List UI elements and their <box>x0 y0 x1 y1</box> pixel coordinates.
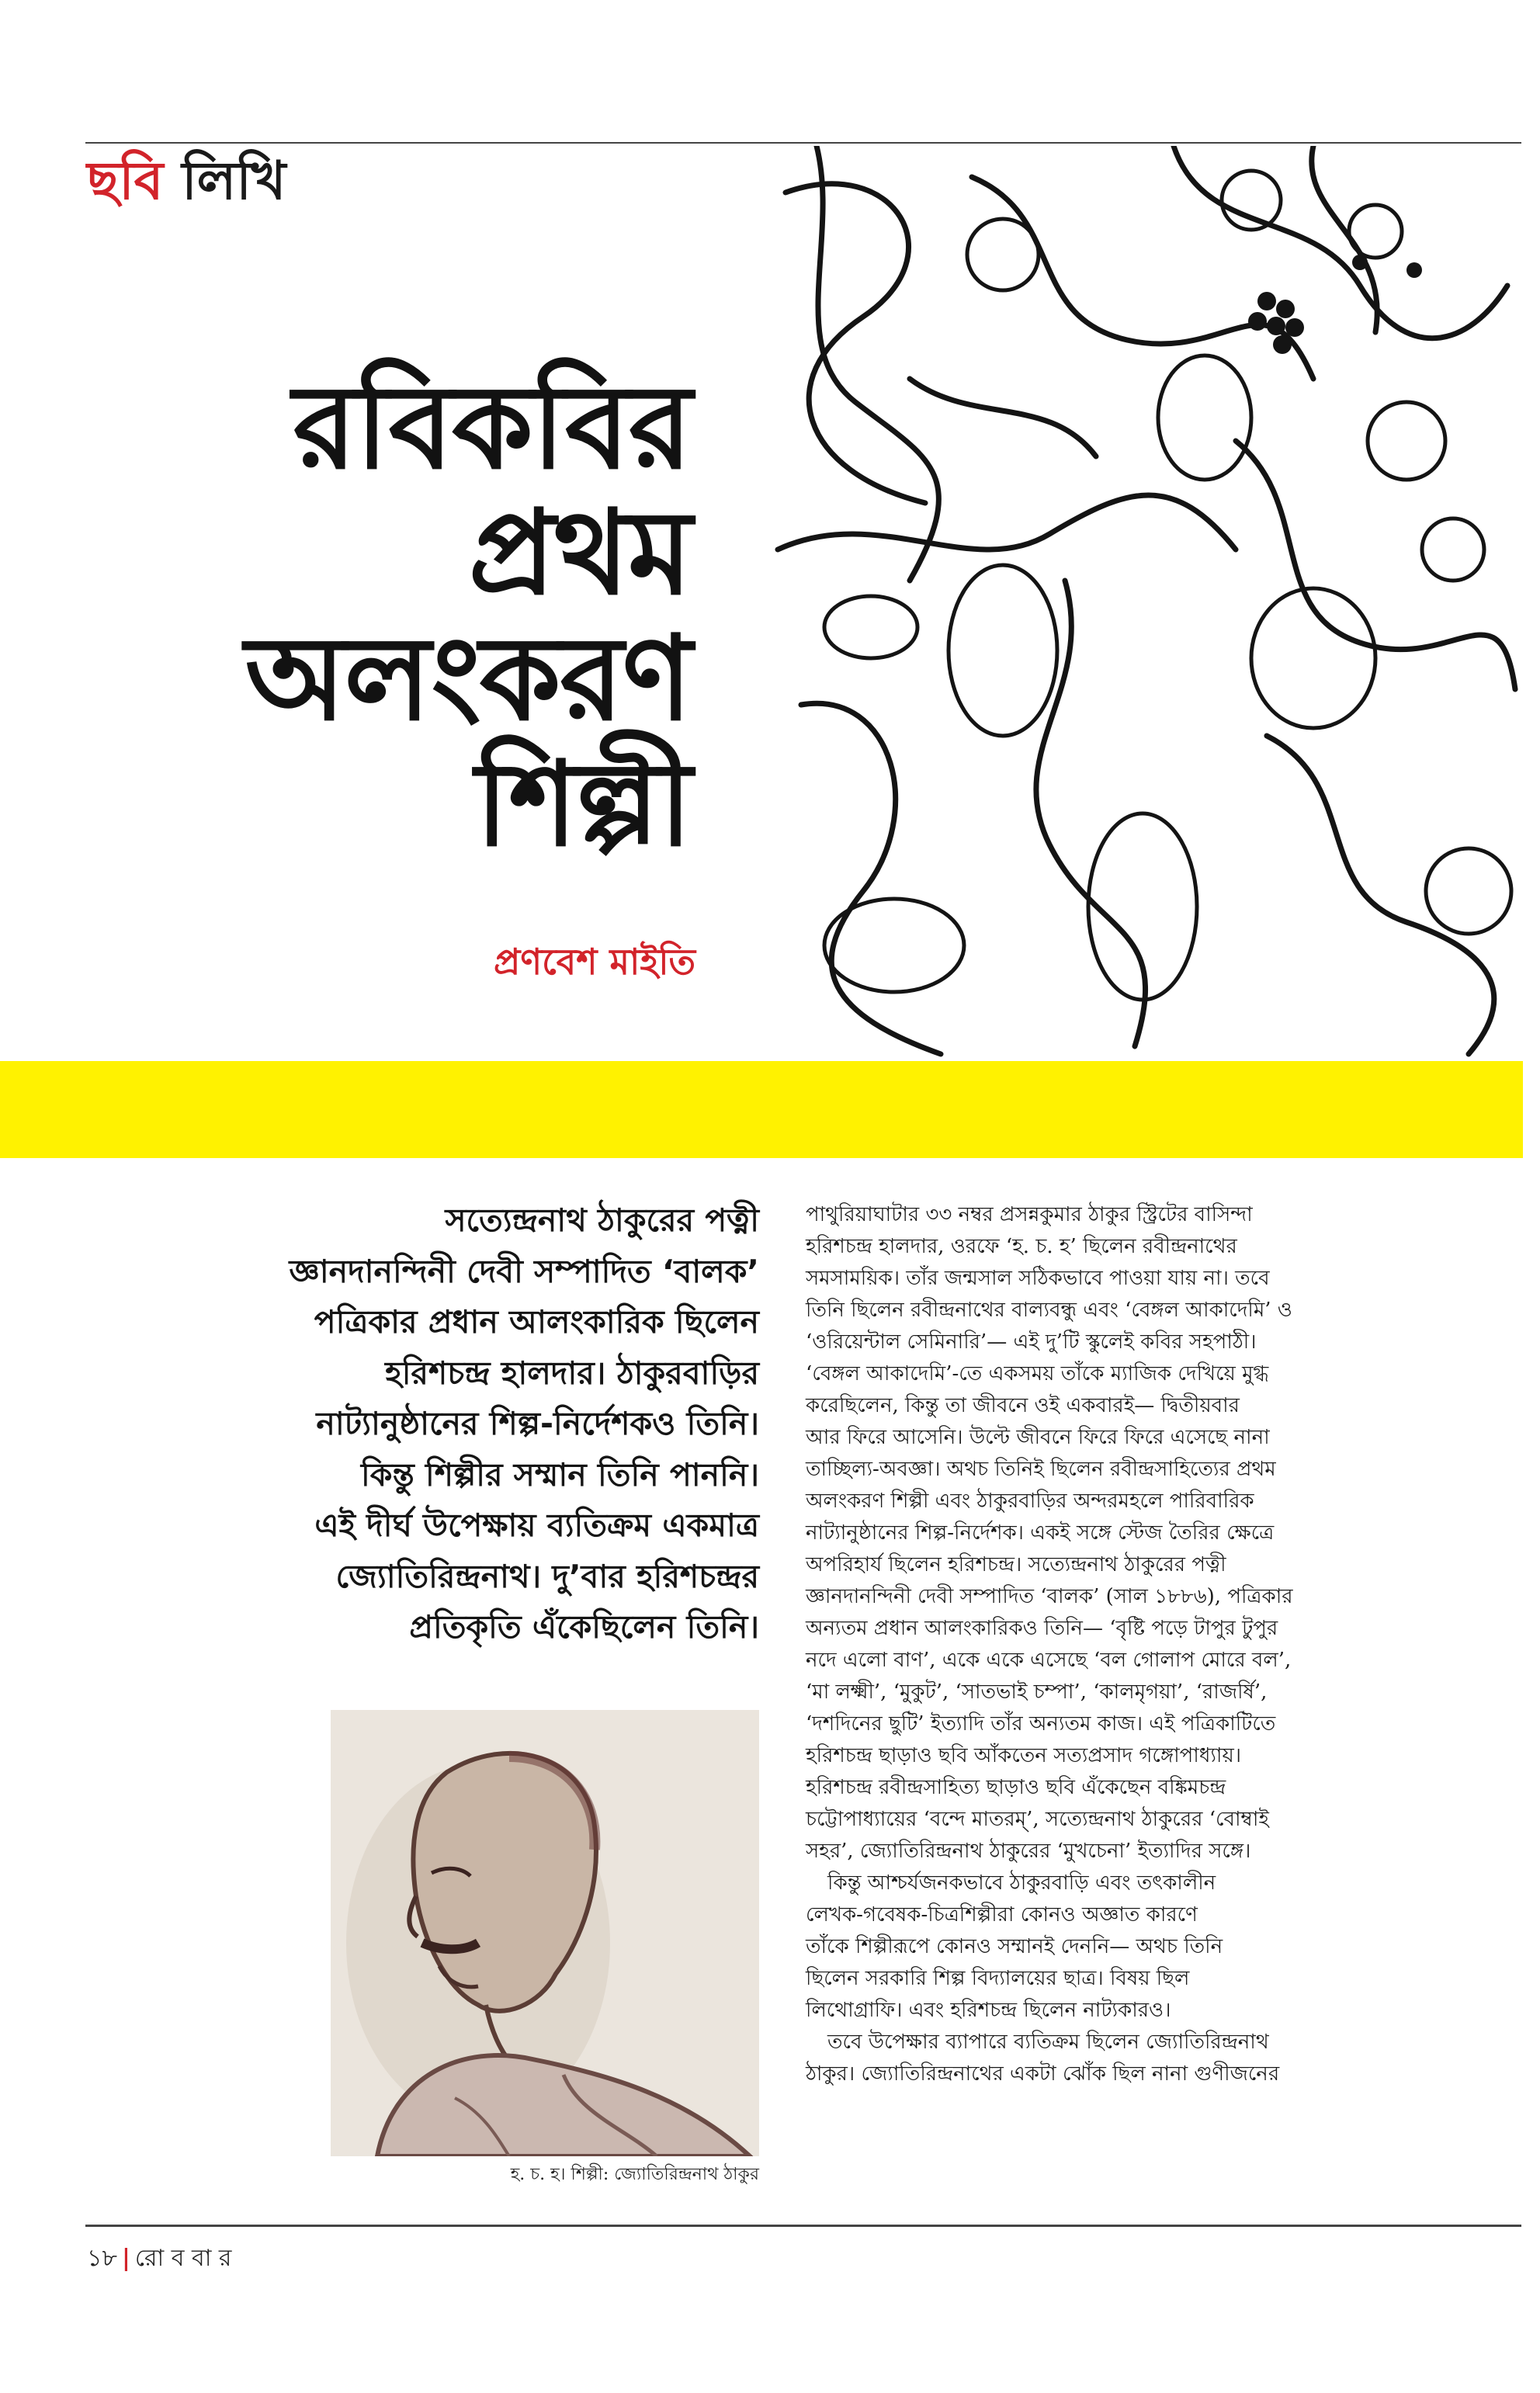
text-line: তবে উপেক্ষার ব্যাপারে ব্যতিক্রম ছিলেন জ্যোতিরিন্দ্রনাথ <box>827 2031 1269 2054</box>
yellow-band <box>0 1061 1523 1158</box>
text-line: হরিশচন্দ্র ছাড়াও ছবি আঁকতেন সত্যপ্রসাদ গঙ্গোপাধ্যায়। <box>806 1744 1242 1767</box>
section-label-dark: লিখি <box>182 150 286 212</box>
text-line: সমসাময়িক। তাঁর জন্মসাল সঠিকভাবে পাওয়া যায় না। তবে <box>806 1267 1270 1290</box>
text-line: লিথোগ্রাফি। এবং হরিশচন্দ্র ছিলেন নাট্যকারও। <box>806 1999 1171 2022</box>
header-illustration <box>770 146 1521 1057</box>
headline-line-1: রবিকবির <box>293 360 691 495</box>
line-art-illustration <box>770 146 1521 1057</box>
text-line: তিনি ছিলেন রবীন্দ্রনাথের বাল্যবন্ধু এবং ‘বেঙ্গল আকাদেমি’ ও <box>806 1299 1292 1322</box>
text-line: কিন্তু আশ্চর্যজনকভাবে ঠাকুরবাড়ি এবং তৎকালীন <box>827 1871 1216 1895</box>
pull-quote-line: নাট্যানুষ্ঠানের শিল্প-নির্দেশকও তিনি। <box>316 1405 759 1442</box>
magazine-name: রো ব বা র <box>134 2245 232 2272</box>
article-paragraph-3 <box>806 2027 1489 2090</box>
bottom-rule <box>85 2225 1521 2227</box>
article-paragraph-2 <box>806 1868 1489 2027</box>
pull-quote-line: প্রতিকৃতি এঁকেছিলেন তিনি। <box>409 1608 759 1646</box>
portrait-sketch <box>331 1710 759 2156</box>
page-folio <box>87 2239 231 2279</box>
pull-quote-line: সত্যেন্দ্রনাথ ঠাকুরের পত্নী <box>445 1202 759 1239</box>
section-label-red: ছবি <box>87 150 164 212</box>
text-line: ছিলেন সরকারি শিল্প বিদ্যালয়ের ছাত্র। বিষয় ছিল <box>806 1967 1190 1990</box>
article-paragraph-1 <box>806 1199 1489 1868</box>
text-line: অন্যতম প্রধান আলংকারিকও তিনি— ‘বৃষ্টি পড়ে টাপুর টুপুর <box>806 1617 1278 1640</box>
page-number: ১৮ <box>87 2245 117 2272</box>
text-line: পাথুরিয়াঘাটার ৩৩ নম্বর প্রসন্নকুমার ঠাকুর স্ট্রিটের বাসিন্দা <box>806 1203 1253 1226</box>
text-line: লেখক-গবেষক-চিত্রশিল্পীরা কোনও অজ্ঞাত কারণে <box>806 1903 1198 1927</box>
text-line: ‘বেঙ্গল আকাদেমি’-তে একসময় তাঁকে ম্যাজিক দেখিয়ে মুগ্ধ <box>806 1362 1269 1386</box>
article-body <box>806 1199 1489 2090</box>
text-line: করেছিলেন, কিন্তু তা জীবনে ওই একবারই— দ্বিতীয়বার <box>806 1394 1240 1417</box>
pull-quote-line: জ্ঞানদানন্দিনী দেবী সম্পাদিত ‘বালক’ <box>289 1252 759 1290</box>
headline-line-4: শিল্পী <box>475 737 691 872</box>
top-rule <box>85 142 1521 144</box>
text-line: ‘ওরিয়েন্টাল সেমিনারি’— এই দু’টি স্কুলেই কবির সহপাঠী। <box>806 1330 1257 1354</box>
text-line: ‘দশদিনের ছুটি’ ইত্যাদি তাঁর অন্যতম কাজ। এই পত্রিকাটিতে <box>806 1712 1276 1736</box>
pull-quote-line: পত্রিকার প্রধান আলংকারিক ছিলেন <box>314 1303 759 1340</box>
pull-quote-line: জ্যোতিরিন্দ্রনাথ। দু’বার হরিশচন্দ্রর <box>335 1557 759 1595</box>
headline-line-2: প্রথম <box>468 486 691 621</box>
portrait-caption: হ. চ. হ। শিল্পী: জ্যোতিরিন্দ্রনাথ ঠাকুর <box>510 2165 759 2184</box>
pull-quote-line: এই দীর্ঘ উপেক্ষায় ব্যতিক্রম একমাত্র <box>314 1507 759 1544</box>
text-line: তাঁকে শিল্পীরূপে কোনও সম্মানই দেননি— অথচ তিনি <box>806 1935 1223 1958</box>
text-line: আর ফিরে আসেনি। উল্টে জীবনে ফিরে ফিরে এসেছে নানা <box>806 1426 1270 1449</box>
pull-quote <box>179 1195 759 1653</box>
pull-quote-line: কিন্তু শিল্পীর সম্মান তিনি পাননি। <box>361 1455 759 1493</box>
text-line: ঠাকুর। জ্যোতিরিন্দ্রনাথের একটা ঝোঁক ছিল নানা গুণীজনের <box>806 2062 1280 2086</box>
headline-line-3: অলংকরণ <box>245 612 691 747</box>
text-line: চট্টোপাধ্যায়ের ‘বন্দে মাতরম্’, সত্যেন্দ্রনাথ ঠাকুরের ‘বোম্বাই <box>806 1808 1269 1831</box>
text-line: তাচ্ছিল্য-অবজ্ঞা। অথচ তিনিই ছিলেন রবীন্দ্রসাহিত্যের প্রথম <box>806 1458 1276 1481</box>
text-line: অলংকরণ শিল্পী এবং ঠাকুরবাড়ির অন্দরমহলে পারিবারিক <box>806 1490 1254 1513</box>
text-line: ‘মা লক্ষ্মী’, ‘মুকুট’, ‘সাতভাই চম্পা’, ‘কালমৃগয়া’, ‘রাজর্ষি’, <box>806 1680 1268 1704</box>
folio-separator: | <box>121 2245 130 2272</box>
author-byline: প্রণবেশ মাইতি <box>494 941 695 983</box>
text-line: হরিশচন্দ্র রবীন্দ্রসাহিত্য ছাড়াও ছবি এঁকেছেন বঙ্কিমচন্দ্র <box>806 1776 1226 1799</box>
text-line: হরিশচন্দ্র হালদার, ওরফে ‘হ. চ. হ’ ছিলেন রবীন্দ্রনাথের <box>806 1235 1237 1258</box>
pull-quote-line: হরিশচন্দ্র হালদার। ঠাকুরবাড়ির <box>385 1354 759 1392</box>
text-line: নদে এলো বাণ’, একে একে এসেছে ‘বল গোলাপ মোরে বল’, <box>806 1649 1292 1672</box>
text-line: নাট্যানুষ্ঠানের শিল্প-নির্দেশক। একই সঙ্গে স্টেজ তৈরির ক্ষেত্রে <box>806 1521 1275 1545</box>
text-line: অপরিহার্য ছিলেন হরিশচন্দ্র। সত্যেন্দ্রনাথ ঠাকুরের পত্নী <box>806 1553 1226 1576</box>
headline <box>186 360 691 872</box>
text-line: সহর’, জ্যোতিরিন্দ্রনাথ ঠাকুরের ‘মুখচেনা’ ইত্যাদির সঙ্গে। <box>806 1840 1251 1863</box>
portrait-image <box>331 1710 759 2156</box>
section-label <box>87 152 286 210</box>
text-line: জ্ঞানদানন্দিনী দেবী সম্পাদিত ‘বালক’ (সাল ১৮৮৬), পত্রিকার <box>806 1585 1293 1608</box>
